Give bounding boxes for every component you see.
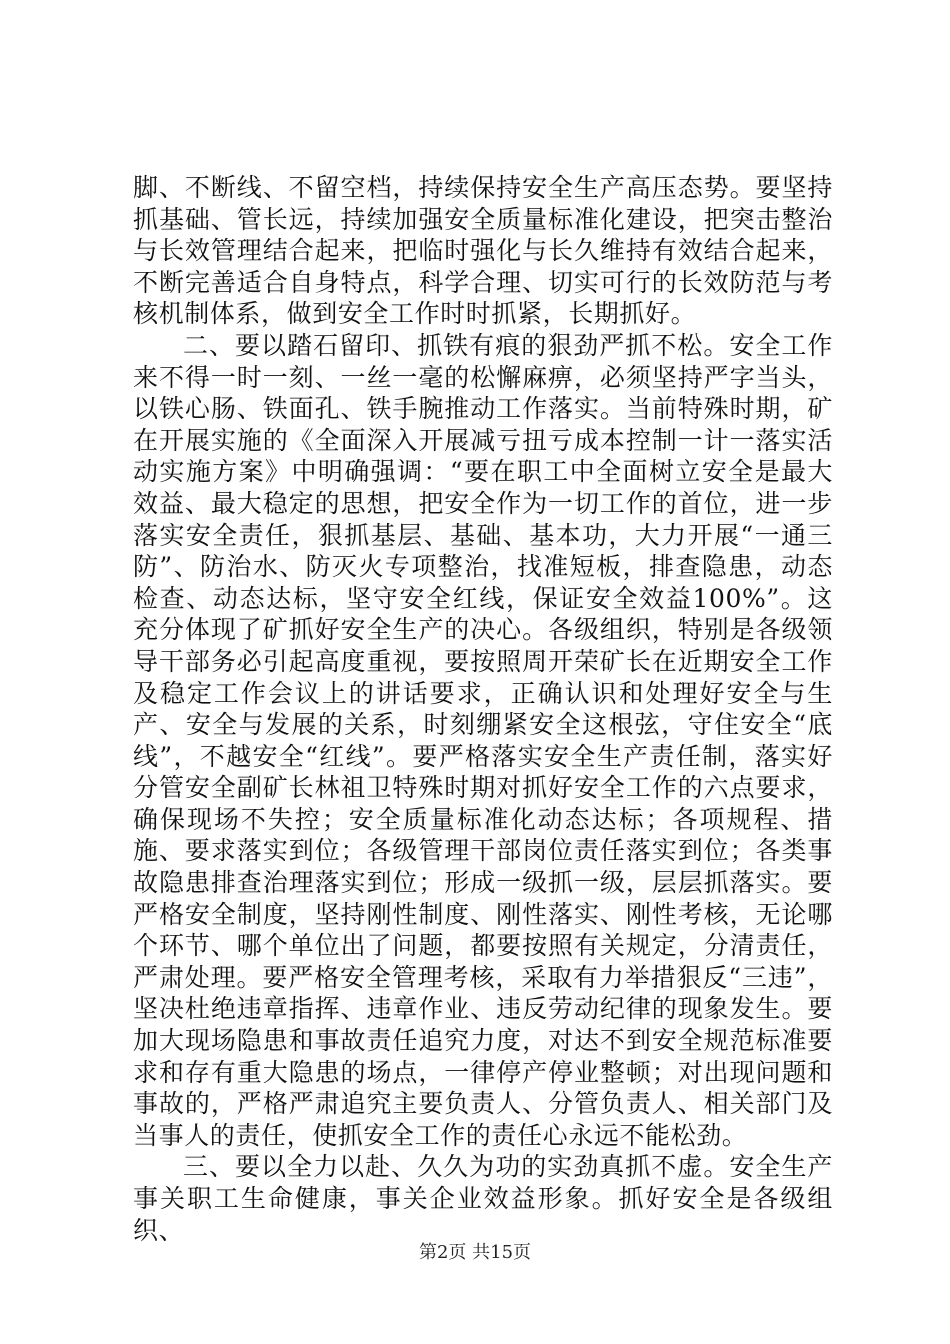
- paragraph-section-three: 三、要以全力以赴、久久为功的实劲真抓不虚。安全生产事关职工生命健康，事关企业效益形象。抓好安全是各级组织、: [133, 1152, 833, 1245]
- paragraph-continuation: 脚、不断线、不留空档，持续保持安全生产高压态势。要坚持抓基础、管长远，持续加强安全质量标准化建设，把突击整治与长效管理结合起来，把临时强化与长久维持有效结合起来，不断完善适合自身特点，科学合理、切实可行的长效防范与考核机制体系，做到安全工作时时抓紧，长期抓好。: [133, 173, 833, 329]
- document-body: [133, 172, 833, 1246]
- paragraph-section-two: 二、要以踏石留印、抓铁有痕的狠劲严抓不松。安全工作来不得一时一刻、一丝一毫的松懈麻痹，必须坚持严字当头，以铁心肠、铁面孔、铁手腕推动工作落实。当前特殊时期，矿在开展实施的《全面深入开展减亏扭亏成本控制一计一落实活动实施方案》中明确强调：“要在职工中全面树立安全是最大效益、最大稳定的思想，把安全作为一切工作的首位，进一步落实安全责任，狠抓基层、基础、基本功，大力开展“一通三防”、防治水、防灭火专项整治，找准短板，排查隐患，动态检查、动态达标，坚守安全红线，保证安全效益100%”。这充分体现了矿抓好安全生产的决心。各级组织，特别是各级领导干部务必引起高度重视，要按照周开荣矿长在近期安全工作及稳定工作会议上的讲话要求，正确认识和处理好安全与生产、安全与发展的关系，时刻绷紧安全这根弦，守住安全“底线”，不越安全“红线”。要严格落实安全生产责任制，落实好分管安全副矿长林祖卫特殊时期对抓好安全工作的六点要求，确保现场不失控；安全质量标准化动态达标；各项规程、措施、要求落实到位；各级管理干部岗位责任落实到位；各类事故隐患排查治理落实到位；形成一级抓一级，层层抓落实。要严格安全制度，坚持刚性制度、刚性落实、刚性考核，无论哪个环节、哪个单位出了问题，都要按照有关规定，分清责任，严肃处理。要严格安全管理考核，采取有力举措狠反“三违”，坚决杜绝违章指挥、违章作业、违反劳动纪律的现象发生。要加大现场隐患和事故责任追究力度，对达不到安全规范标准要求和存有重大隐患的场点，一律停产停业整顿；对出现问题和事故的，严格严肃追究主要负责人、分管负责人、相关部门及当事人的责任，使抓安全工作的责任心永远不能松劲。: [133, 330, 833, 1150]
- page-footer: 第2页 共15页: [418, 1242, 532, 1263]
